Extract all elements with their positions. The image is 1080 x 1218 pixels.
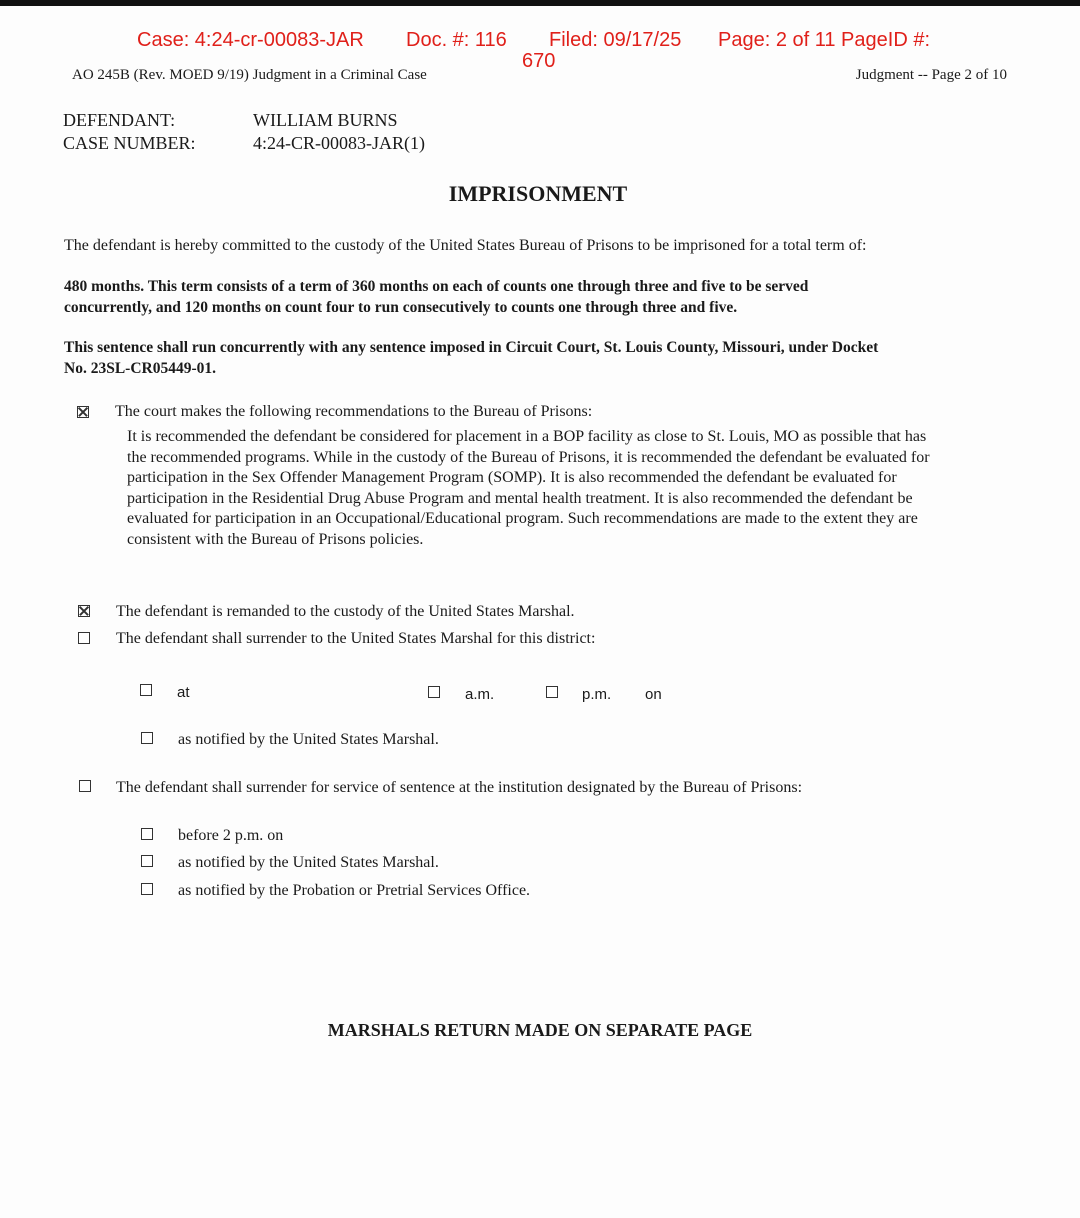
recommendation-line: the recommended programs. While in the custody of the Bureau of Prisons, it is recommended the defendant be evaluated for — [127, 448, 930, 466]
am-label: a.m. — [465, 686, 495, 703]
concurrent-line: This sentence shall run concurrently with any sentence imposed in Circuit Court, St. Louis County, Missouri, under Docket — [64, 339, 879, 356]
before-2pm-checkbox[interactable] — [141, 828, 153, 840]
term-line: 480 months. This term consists of a term of 360 months on each of counts one through three and five to be served — [64, 278, 809, 295]
before-2pm-text: before 2 p.m. on — [178, 827, 284, 844]
filing-doc: Doc. #: 116 — [406, 29, 507, 51]
judgment-page-label: Judgment -- Page 2 of 10 — [855, 67, 1007, 83]
service-notified-marshal-checkbox[interactable] — [141, 855, 153, 867]
surrender-district-checkbox[interactable] — [78, 632, 90, 644]
recommendation-line: consistent with the Bureau of Prisons policies. — [127, 530, 424, 548]
surrender-district-text: The defendant shall surrender to the United States Marshal for this district: — [116, 630, 596, 647]
defendant-name: WILLIAM BURNS — [253, 110, 398, 130]
recommendations-paragraph — [127, 427, 930, 550]
case-number-value: 4:24-CR-00083-JAR(1) — [253, 133, 425, 153]
filing-page: Page: 2 of 11 PageID #: — [718, 29, 931, 51]
term-line: concurrently, and 120 months on count four to run consecutively to counts one through three and five. — [64, 298, 738, 316]
filing-page-id: 670 — [522, 50, 556, 72]
filing-case: Case: 4:24-cr-00083-JAR — [137, 29, 364, 51]
as-notified-marshal-checkbox[interactable] — [141, 732, 153, 744]
service-notified-probation-checkbox[interactable] — [141, 883, 153, 895]
term-paragraph — [64, 277, 808, 318]
recommendations-label: The court makes the following recommendations to the Bureau of Prisons: — [115, 403, 593, 420]
surrender-service-text: The defendant shall surrender for service of sentence at the institution designated by the Bureau of Prisons: — [116, 779, 803, 796]
form-id: AO 245B (Rev. MOED 9/19) Judgment in a Criminal Case — [72, 67, 427, 83]
top-border — [0, 0, 1080, 6]
section-title: IMPRISONMENT — [448, 181, 628, 206]
service-notified-probation-text: as notified by the Probation or Pretrial Services Office. — [178, 882, 531, 899]
pm-checkbox[interactable] — [546, 686, 558, 698]
recommendation-line: It is recommended the defendant be considered for placement in a BOP facility as close to St. Louis, MO as possible that has — [127, 428, 927, 445]
recommendations-checkbox[interactable] — [77, 406, 89, 418]
on-label: on — [645, 686, 662, 703]
surrender-service-checkbox[interactable] — [79, 780, 91, 792]
recommendation-line: evaluated for participation in an Occupational/Educational program. Such recommendations are made to the extent they are — [127, 510, 918, 527]
defendant-label: DEFENDANT: — [63, 110, 176, 130]
service-notified-marshal-text: as notified by the United States Marshal. — [178, 854, 439, 871]
filing-date: Filed: 09/17/25 — [549, 29, 682, 51]
recommendation-line: participation in the Sex Offender Management Program (SOMP). It is also recommended the defendant be evaluated for — [127, 469, 897, 486]
at-checkbox[interactable] — [140, 684, 152, 696]
as-notified-marshal-text: as notified by the United States Marshal. — [178, 731, 439, 748]
remanded-checkbox[interactable] — [78, 605, 90, 617]
pm-label: p.m. — [582, 686, 612, 703]
concurrent-paragraph — [64, 338, 878, 379]
commitment-text: The defendant is hereby committed to the custody of the United States Bureau of Prisons to be imprisoned for a total term of: — [64, 237, 867, 254]
remanded-text: The defendant is remanded to the custody of the United States Marshal. — [116, 603, 575, 620]
am-checkbox[interactable] — [428, 686, 440, 698]
at-label: at — [177, 684, 190, 701]
marshals-return-note: MARSHALS RETURN MADE ON SEPARATE PAGE — [327, 1020, 753, 1040]
concurrent-line: No. 23SL-CR05449-01. — [64, 359, 216, 377]
case-number-label: CASE NUMBER: — [63, 133, 196, 153]
recommendation-line: participation in the Residential Drug Abuse Program and mental health treatment. It is also recommended the defendant be — [127, 489, 913, 507]
